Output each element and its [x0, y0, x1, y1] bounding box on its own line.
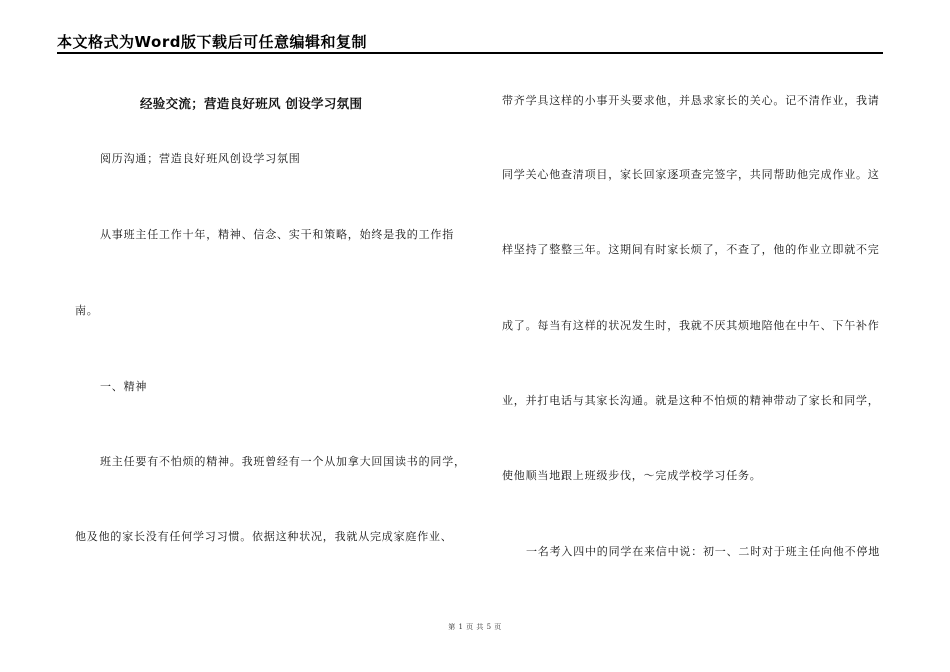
subtitle-line: 阅历沟通；营造良好班风创设学习氛围	[100, 152, 301, 165]
paragraph-line: 南。	[75, 304, 99, 317]
paragraph-line: 同学关心他查清项目，家长回家逐项查完签字，共同帮助他完成作业。这	[502, 168, 880, 181]
paragraph-line: 带齐学具这样的小事开头要求他，并恳求家长的关心。记不清作业，我请	[502, 94, 880, 107]
paragraph-line: 从事班主任工作十年，精神、信念、实干和策略，始终是我的工作指	[100, 228, 454, 241]
paragraph-line: 使他顺当地跟上班级步伐，～完成学校学习任务。	[502, 469, 762, 482]
paragraph-line: 成了。每当有这样的状况发生时，我就不厌其烦地陪他在中午、下午补作	[502, 319, 880, 332]
document-title: 经验交流；营造良好班风 创设学习氛围	[140, 96, 363, 111]
section-heading: 一、精神	[100, 380, 148, 393]
paragraph-line: 业，并打电话与其家长沟通。就是这种不怕烦的精神带动了家长和同学，	[502, 394, 880, 407]
page-number: 第 1 页 共 5 页	[448, 623, 502, 631]
paragraph-line: 他及他的家长没有任何学习习惯。依据这种状况，我就从完成家庭作业、	[75, 530, 453, 543]
paragraph-line: 一名考入四中的同学在来信中说：初一、二时对于班主任向他不停地	[526, 545, 880, 558]
document-banner: 本文格式为Word版下载后可任意编辑和复制	[57, 33, 367, 51]
paragraph-line: 班主任要有不怕烦的精神。我班曾经有一个从加拿大回国读书的同学，	[100, 455, 466, 468]
banner-divider	[57, 52, 883, 54]
paragraph-line: 样坚持了整整三年。这期间有时家长烦了，不查了，他的作业立即就不完	[502, 243, 880, 256]
